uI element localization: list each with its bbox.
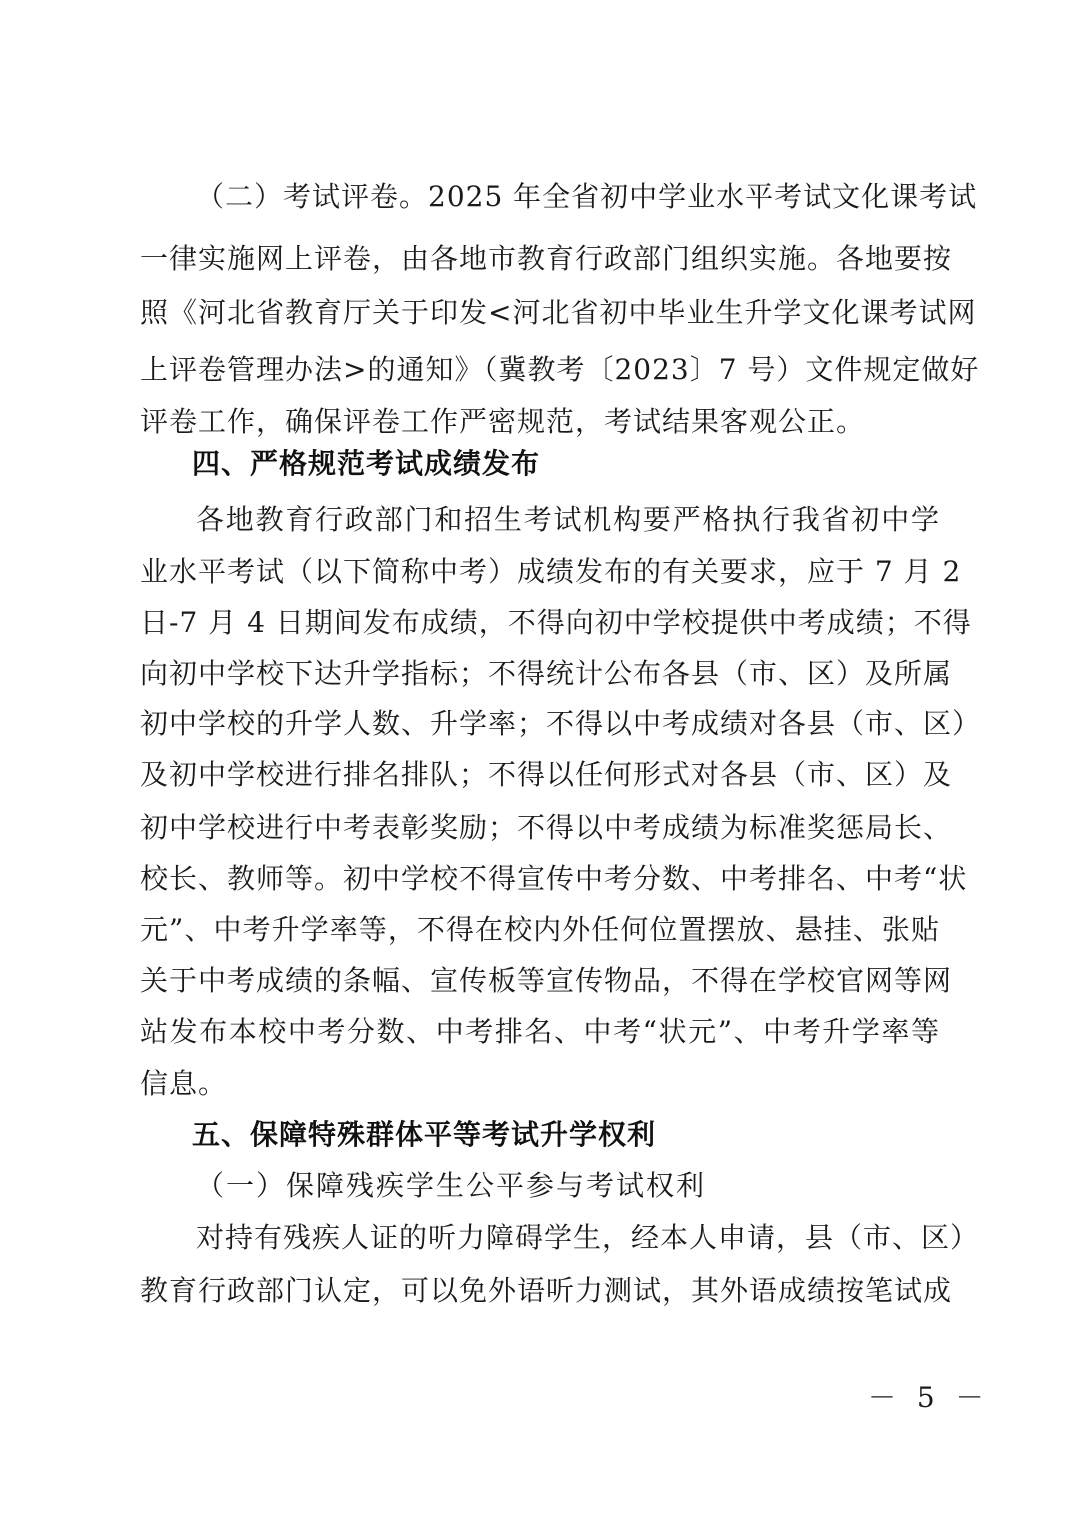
paragraph-line: 向初中学校下达升学指标；不得统计公布各县（市、区）及所属: [140, 657, 953, 690]
section-heading: 四、严格规范考试成绩发布: [192, 447, 541, 480]
paragraph-line: 业水平考试（以下简称中考）成绩发布的有关要求，应于 7 月 2: [140, 555, 962, 588]
page-number: － 5 －: [868, 1381, 990, 1414]
paragraph-line: 校长、教师等。初中学校不得宣传中考分数、中考排名、中考“状: [140, 862, 968, 895]
paragraph-line: 上评卷管理办法>的通知》（冀教考〔2023〕7 号）文件规定做好: [140, 353, 980, 386]
section-heading: 五、保障特殊群体平等考试升学权利: [192, 1118, 657, 1151]
paragraph-line: 及初中学校进行排名排队；不得以任何形式对各县（市、区）及: [140, 758, 953, 791]
paragraph-line: 各地教育行政部门和招生考试机构要严格执行我省初中学: [196, 503, 940, 536]
paragraph-line: 初中学校的升学人数、升学率；不得以中考成绩对各县（市、区）: [140, 707, 982, 740]
paragraph-line: 评卷工作，确保评卷工作严密规范，考试结果客观公正。: [140, 405, 866, 438]
paragraph-line: 照《河北省教育厅关于印发<河北省初中毕业生升学文化课考试网: [140, 296, 977, 329]
paragraph-line: 日-7 月 4 日期间发布成绩，不得向初中学校提供中考成绩；不得: [140, 606, 972, 639]
subsection-heading: （一）保障残疾学生公平参与考试权利: [196, 1169, 707, 1202]
paragraph-line: 站发布本校中考分数、中考排名、中考“状元”、中考升学率等: [140, 1015, 940, 1048]
paragraph-line: 信息。: [140, 1067, 228, 1100]
paragraph-line: 一律实施网上评卷，由各地市教育行政部门组织实施。各地要按: [140, 242, 953, 275]
paragraph-line: 初中学校进行中考表彰奖励；不得以中考成绩为标准奖惩局长、: [140, 811, 953, 844]
paragraph-line: 元”、中考升学率等，不得在校内外任何位置摆放、悬挂、张贴: [140, 913, 940, 946]
paragraph-line: 教育行政部门认定，可以免外语听力测试，其外语成绩按笔试成: [140, 1274, 953, 1307]
paragraph-line: （二）考试评卷。2025 年全省初中学业水平考试文化课考试: [196, 180, 978, 213]
paragraph-line: 关于中考成绩的条幅、宣传板等宣传物品，不得在学校官网等网: [140, 964, 953, 997]
paragraph-line: 对持有残疾人证的听力障碍学生，经本人申请，县（市、区）: [196, 1221, 980, 1254]
